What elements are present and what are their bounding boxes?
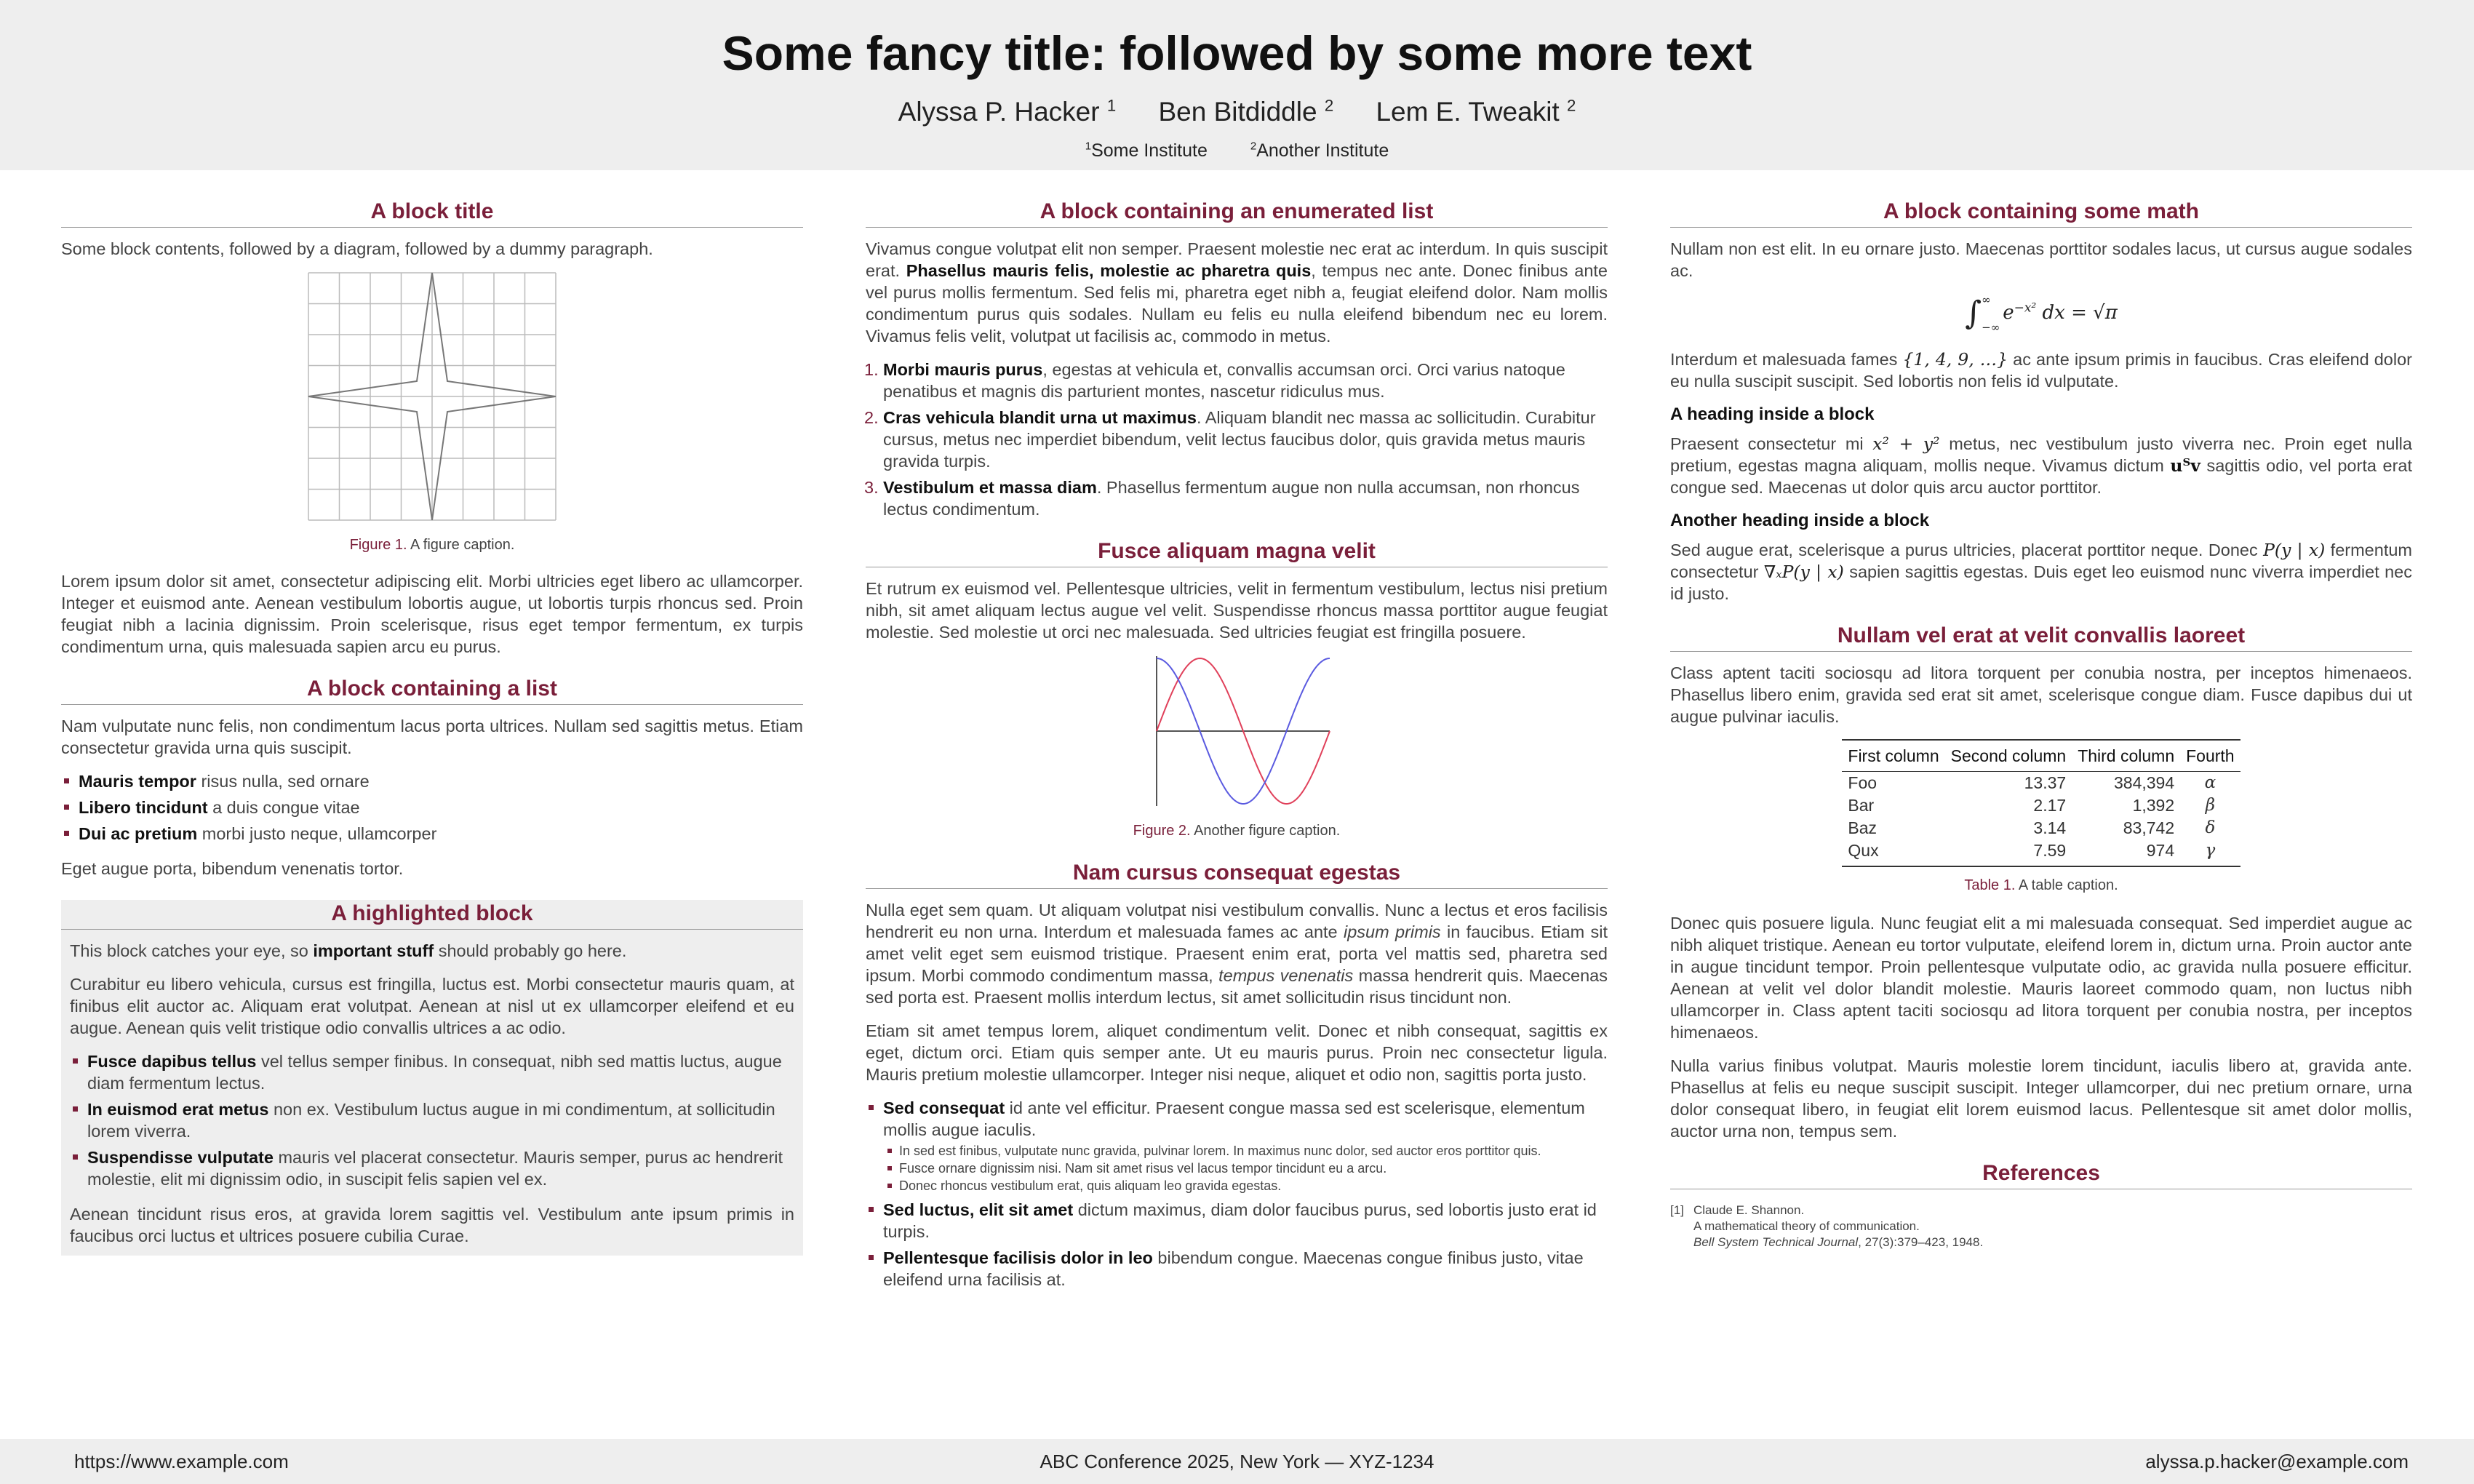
block-heading: Fusce aliquam magna velit <box>866 540 1608 567</box>
footer-conference: ABC Conference 2025, New York — XYZ-1234 <box>1040 1451 1434 1472</box>
author: Lem E. Tweakit $^2$ <box>1376 97 1576 127</box>
footer-website-link[interactable]: https://www.example.com <box>74 1451 289 1472</box>
bullet-list <box>866 1097 1608 1290</box>
block-subheading: Another heading inside a block <box>1670 511 1930 530</box>
highlighted-block <box>61 900 803 1256</box>
list-item: In euismod erat metus non ex. Vestibulum luctus augue in mi condimentum, at sollicitudin lorem viverra. <box>70 1098 794 1142</box>
list-item: Sed consequat id ante vel efficitur. Praesent congue massa sed est scelerisque, elementum mollis augue iaculis. In sed est finibus, vulputate nunc gravida, pulvinar lorem. In maximus nunc dolor, sed auctor eros porttitor quis. Fusce ornare dignissim nisi. Nam sit amet risus vel lacus tempor tincidunt eu a arcu. Donec rhoncus vestibulum erat, quis aliquam leo gravida egestas. <box>866 1097 1608 1194</box>
list-item: Sed luctus, elit sit amet dictum maximus, diam dolor faucibus purus, sed lobortis justo erat id turpis. <box>866 1199 1608 1242</box>
table-row: Foo 13.37 384,394 α <box>1848 773 2216 792</box>
paragraph: Praesent consectetur mi x² + y² metus, nec vestibulum justo viverra nec. Proin eget nulla pretium, egestas magna aliquam, mollis neque. Vivamus dictum uᵀv sagittis odio, vel porta erat congue sed. Maecenas ut dolor quis arcu auctor porttitor. <box>1670 434 2412 497</box>
table-caption: Table 1. A table caption. <box>1964 877 2118 893</box>
block-heading: A block containing some math <box>1670 201 2412 228</box>
column-left <box>61 201 803 1276</box>
column-header: Third column <box>2072 740 2180 772</box>
institute: $^1$Some Institute <box>1085 140 1208 161</box>
author: Ben Bitdiddle $^2$ <box>1158 97 1334 127</box>
block-heading: A block title <box>61 201 803 228</box>
block-nested-list <box>866 862 1608 1290</box>
block-intro: Some block contents, followed by a diagram, followed by a dummy paragraph. <box>61 239 653 258</box>
block-figure-2 <box>866 540 1608 842</box>
paragraph: Etiam sit amet tempus lorem, aliquet condimentum velit. Donec et nibh consequat, sagittis ex eget, dictum orci. Etiam quis semper ante. Ut eu mauris purus. Proin nec consectetur ligula. Mauris pretium molestie ullamcorper. Integer nisi neque, aliquet et odio non, sagittis porta justo. <box>866 1021 1608 1084</box>
paragraph: Vivamus congue volutpat elit non semper. Praesent molestie nec erat ac interdum. In quis suscipit erat. Phasellus mauris felis, molestie ac pharetra quis, tempus nec ante. Donec finibus ante vel purus mollis fermentum. Sed felis mi, pharetra eget nibh a, feugiat eleifend dolor. Nam mollis condimentum purus quis sodales. Nullam eu felis eu nulla eleifend bibendum nec eu lorem. Vivamus felis velit, volutpat ut facilisis ac, commodo in metus. <box>866 239 1608 346</box>
bullet-list <box>70 1050 794 1190</box>
sine-cosine-plot <box>1142 655 1331 807</box>
list-item: Suspendisse vulputate mauris vel placerat consectetur. Mauris semper, purus ac hendrerit molestie, elit mi dignissim odio, in suscipit felis sapien vel ex. <box>70 1146 794 1190</box>
block-heading: A block containing a list <box>61 678 803 705</box>
table-header-row <box>1842 740 2240 772</box>
list-item: Libero tincidunt a duis congue vitae <box>61 797 803 818</box>
block-list <box>61 678 803 879</box>
table-row: Bar 2.17 1,392 β <box>1848 796 2216 815</box>
sub-list-item: Fusce ornare dignissim nisi. Nam sit amet risus vel lacus tempor tincidunt eu a arcu. <box>883 1160 1608 1177</box>
list-item: 3. Vestibulum et massa diam. Phasellus fermentum augue non nulla accumsan, non rhoncus lectus condimentum. <box>864 478 1580 519</box>
block-title-diagram <box>61 201 803 658</box>
figure-1 <box>61 271 803 556</box>
paragraph: Et rutrum ex euismod vel. Pellentesque ultricies, velit in fermentum vestibulum, lectus nisi pretium nibh, sit amet aliquam lectus augue vel velit. Suspendisse rhoncus massa porttitor augue feugiat molestie. Sed molestie ut orci nec malesuada. Sed ultricies feugiat est fringilla posuere. <box>866 579 1608 642</box>
column-right <box>1670 201 2412 1271</box>
column-header: Second column <box>1945 740 2072 772</box>
paragraph: Sed augue erat, scelerisque a purus ultricies, placerat porttitor neque. Donec P(y | x) fermentum consectetur ∇ₓP(y | x) sapien sagittis egestas. Duis eget leo euismod nunc viverra imperdiet nec id justo. <box>1670 540 2412 603</box>
block-heading: Nam cursus consequat egestas <box>866 862 1608 889</box>
list-item: 1. Morbi mauris purus, egestas at vehicula et, convallis accumsan orci. Orci varius natoque penatibus et magnis dis parturient montes, nascetur ridiculus mus. <box>864 360 1565 401</box>
list-item: Dui ac pretium morbi justo neque, ullamcorper <box>61 823 803 845</box>
star-grid-diagram <box>307 271 557 522</box>
block-heading: Nullam vel erat at velit convallis laoreet <box>1670 625 2412 652</box>
paragraph: Curabitur eu libero vehicula, cursus est fringilla, luctus est. Morbi consectetur mauris quam, at finibus elit auctor ac. Aliquam erat volutpat. Aenean at nisl ut ex ullamcorper eleifend et eu augue. Aenean quis velit tristique odio convallis ultrices a ac odio. <box>70 975 794 1037</box>
institute: $^2$Another Institute <box>1250 140 1389 161</box>
author-list <box>0 90 2474 128</box>
figure-2 <box>866 655 1608 842</box>
block-heading: A highlighted block <box>61 900 803 930</box>
institute-list <box>0 140 2474 161</box>
column-header: Fourth <box>2180 740 2240 772</box>
paragraph: Nullam non est elit. In eu ornare justo. Maecenas porttitor sodales lacus, ut cursus augue sodales ac. <box>1670 239 2412 280</box>
paragraph: Class aptent taciti sociosqu ad litora torquent per conubia nostra, per inceptos himenaeos. Phasellus libero enim, gravida sed erat sit amet, scelerisque congue diam. Fusce dapibus dui ut augue pulvinar iaculis. <box>1670 663 2412 726</box>
poster-header <box>0 0 2474 170</box>
paragraph: Nulla eget sem quam. Ut aliquam volutpat nisi vestibulum convallis. Nunc a lectus et eros facilisis hendrerit eu non urna. Interdum et malesuada fames ac ante ipsum primis in faucibus. Etiam sit amet velit eget sem euismod tristique. Praesent enim erat, porta vel mattis sed, pharetra sed ipsum. Morbi commodo condimentum massa, tempus venenatis massa hendrerit quis. Maecenas sed porta est. Praesent mollis interdum lectus, sit amet sollicitudin risus tincidunt non. <box>866 901 1608 1007</box>
reference-entry: [1] Claude E. Shannon. A mathematical theory of communication. Bell System Technical Journal, 27(3):379–423, 1948. <box>1670 1203 1984 1249</box>
column-middle <box>866 201 1608 1311</box>
sub-list-item: Donec rhoncus vestibulum erat, quis aliquam leo gravida egestas. <box>883 1177 1608 1194</box>
block-heading: References <box>1670 1162 2412 1189</box>
list-item: Fusce dapibus tellus vel tellus semper finibus. In consequat, nibh sed mattis luctus, augue diam fermentum lectus. <box>70 1050 794 1094</box>
block-enumerated <box>866 201 1608 520</box>
block-heading: A block containing an enumerated list <box>866 201 1608 228</box>
block-subheading: A heading inside a block <box>1670 404 1875 424</box>
data-table <box>1842 739 2240 867</box>
figure-caption: Figure 2. Another figure caption. <box>1133 823 1341 839</box>
list-item: Mauris tempor risus nulla, sed ornare <box>61 770 803 792</box>
sub-list-item: In sed est finibus, vulputate nunc gravida, pulvinar lorem. In maximus nunc dolor, sed auctor eros porttitor quis. <box>883 1142 1608 1160</box>
list-item: Pellentesque facilisis dolor in leo bibendum congue. Maecenas congue finibus justo, vitae eleifend urna facilisis at. <box>866 1247 1608 1290</box>
enumerated-list <box>866 359 1608 520</box>
poster-footer <box>0 1439 2474 1484</box>
poster-title: Some fancy title: followed by some more text <box>722 26 1752 80</box>
paragraph: This block catches your eye, so important stuff should probably go here. <box>70 941 627 960</box>
author: Alyssa P. Hacker $^1$ <box>898 97 1117 127</box>
paragraph: Interdum et malesuada fames {1, 4, 9, …} ac ante ipsum primis in faucibus. Cras eleifend dolor eu nulla suscipit suscipit. Sed lobortis non felis id vulputate. <box>1670 349 2412 391</box>
paragraph: Eget augue porta, bibendum venenatis tortor. <box>61 859 404 878</box>
bullet-list <box>61 770 803 845</box>
paragraph: Aenean tincidunt risus eros, at gravida lorem sagittis vel. Vestibulum ante ipsum primis in faucibus orci luctus et ultrices posuere cubilia Curae. <box>70 1205 794 1245</box>
table-row: Baz 3.14 83,742 δ <box>1848 818 2216 837</box>
gaussian-integral-equation: ∫ ∞ −∞ $e^{-x^2}$ dx = √π <box>1965 293 2118 334</box>
table-row: Qux 7.59 974 γ <box>1842 839 2240 866</box>
block-math <box>1670 201 2412 605</box>
footer-email-link[interactable]: alyssa.p.hacker@example.com <box>2145 1451 2409 1472</box>
list-item: 2. Cras vehicula blandit urna ut maximus. Aliquam blandit nec massa ac sollicitudin. Curabitur cursus, metus nec imperdiet bibendum, velit lectus faucibus dolor, quis gravida metus mauris gravida turpis. <box>864 408 1596 471</box>
sub-list <box>883 1142 1608 1194</box>
paragraph: Lorem ipsum dolor sit amet, consectetur adipiscing elit. Morbi ultricies eget libero ac ullamcorper. Integer et euismod ante. Aenean vestibulum lobortis augue, ut lobortis turpis rhoncus sed. Proin feugiat nibh a lacinia dignissim. Proin scelerisque, risus eget tempor fermentum, ex turpis condimentum urna, quis malesuada sapien arcu eu purus. <box>61 572 803 656</box>
column-header: First column <box>1842 740 1944 772</box>
block-references <box>1670 1162 2412 1250</box>
paragraph: Donec quis posuere ligula. Nunc feugiat elit a mi malesuada consequat. Sed imperdiet augue ac nibh aliquet tristique. Aenean eu tortor vulputate, eleifend lorem in, dictum urna. Proin auctor ante in augue tincidunt tempor. Proin pellentesque vulputate odio, ac gravida nulla posuere efficitur. Aenean at velit vel dolor blandit molestie. Mauris laoreet commodo quam, non luctus nibh ullamcorper in. Class aptent taciti sociosqu ad litora torquent per conubia nostra, per inceptos himenaeos. <box>1670 914 2412 1042</box>
block-table <box>1670 625 2412 1142</box>
paragraph: Nam vulputate nunc felis, non condimentum lacus porta ultrices. Nullam sed sagittis metus. Etiam consectetur gravida urna quis suscipit. <box>61 717 803 757</box>
figure-caption: Figure 1. A figure caption. <box>349 537 515 553</box>
paragraph: Nulla varius finibus volutpat. Mauris molestie lorem tincidunt, iaculis libero at, gravida ante. Phasellus at felis eu neque suscipit suscipit. Integer ullamcorper, dui nec pretium ornare, urna dolor consequat libero, in feugiat elit lorem euismod lacus. Pellentesque sit amet dolor mollis, auctor urna non, tempus sem. <box>1670 1056 2412 1141</box>
